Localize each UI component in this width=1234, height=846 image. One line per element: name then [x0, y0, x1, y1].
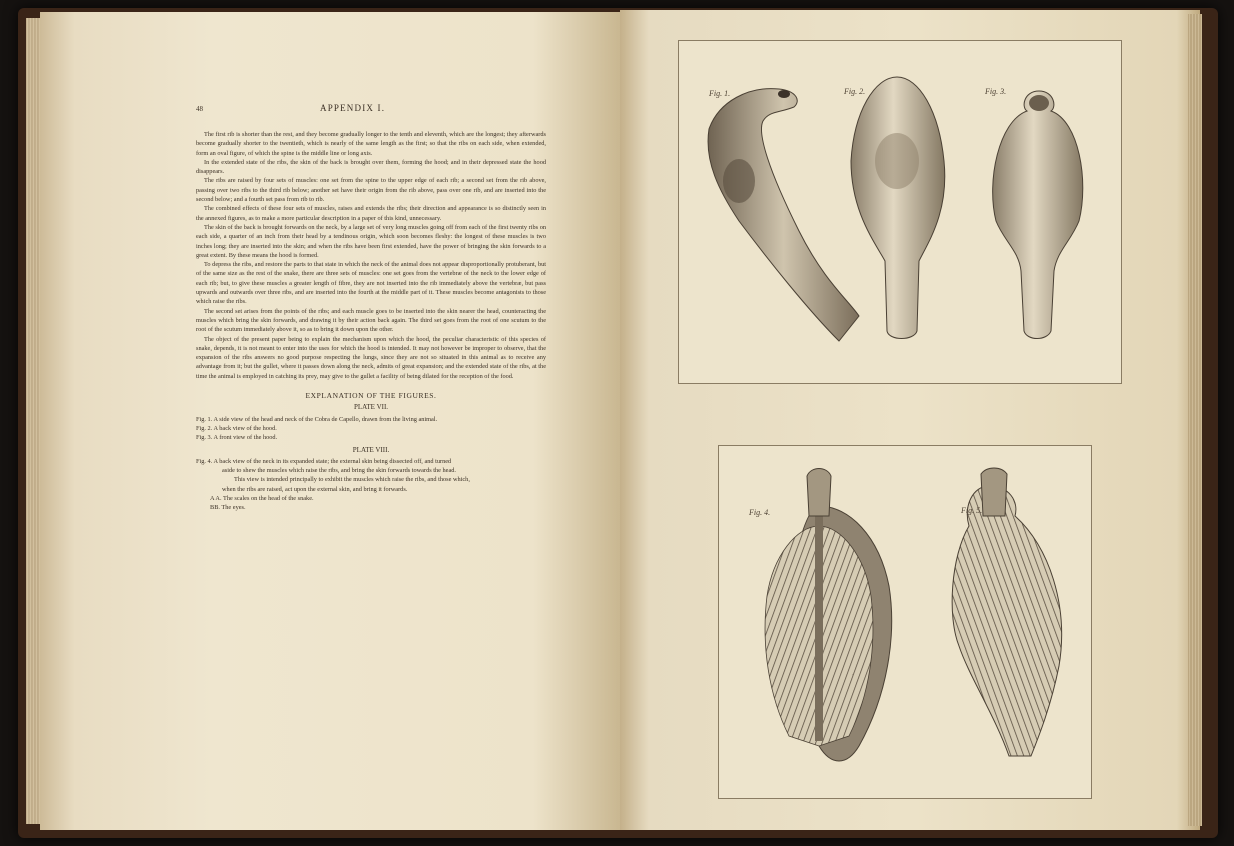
paragraph: The combined effects of these four sets of muscles, raises and extends the ribs; their direction and appearance is so distinctly seen in the annexed figures, as to make a more particular description in a paper of this kind, unnecessary. — [196, 205, 546, 222]
fig-note-cont: when the ribs are raised, act upon the external skin, and bring it forwards. — [222, 485, 408, 493]
right-page-edges — [1188, 14, 1202, 826]
fig-caption: Fig. 4. A back view of the neck in its expanded state; the external skin being dissected off, and turned — [196, 457, 452, 465]
plate-viii-illustration — [719, 446, 1091, 798]
plate-vii — [678, 40, 1122, 384]
paragraph: The ribs are raised by four sets of muscles: one set from the spine to the upper edge of each rib; a second set from the rib above, passing over two ribs to the third rib below; another set have their origin from the rib above, pass over one rib, and are inserted into the second below; and a fourth set pass from rib to rib. — [196, 177, 546, 204]
fig2-hood-mark — [875, 133, 919, 189]
fig-caption: Fig. 2. A back view of the hood. — [196, 424, 277, 432]
plate-vii-heading: PLATE VII. — [353, 403, 389, 412]
paragraph: In the extended state of the ribs, the skin of the back is brought over them, forming the hood; and in their depressed state the hood disappears. — [196, 158, 546, 176]
label-bb: BB. The eyes. — [210, 504, 246, 512]
paragraph: The first rib is shorter than the rest, and they become gradually longer to the tenth and eleventh, which are the longest; they afterwards become gradually shorter to the twentieth, which is nearly of the same length as the first; so that the ribs on each side, when extended, form an oval figure, of which the spine is the middle line or long axis. — [196, 131, 546, 157]
fig1-cobra-side — [708, 89, 859, 341]
page-number: 48 — [196, 105, 203, 113]
fig5-head — [981, 468, 1007, 516]
fig4-head — [807, 469, 831, 517]
label-aa: A A. The scales on the head of the snake. — [210, 494, 314, 502]
paragraph: The second set arises from the points of the ribs; and each muscle goes to be inserted into the skin nearer the head, counteracting the muscles which bring the skin forwards, and drawing it by their action back again. The third set goes from the root of one scutum to the root of the scutum immediately above it, so as to bring it down upon the other. — [196, 307, 546, 334]
fig-5-label: Fig. 5. — [961, 506, 983, 515]
fig-caption: Fig. 1. A side view of the head and neck of the Cobra de Capello, drawn from the living animal. — [196, 415, 438, 423]
fig3-hood-front — [993, 91, 1083, 339]
running-head: APPENDIX I. — [320, 103, 386, 113]
fig-2-label: Fig. 2. — [844, 87, 866, 96]
fig5-ribs — [952, 486, 1061, 756]
fig2-hood-back — [851, 77, 945, 339]
paragraph: The skin of the back is brought forwards on the neck, by a large set of very long muscles going off from each of the first twenty ribs on each side, a quarter of an inch from their head by a tendinous origin, which soon becomes fleshy: the longest of these muscles is two inches long; they are inserted into the skin; and when the ribs have been first extended, have the power of bringing the skin forwards to a great extent. By these means the hood is formed. — [196, 223, 546, 259]
fig1-hood-mark — [723, 159, 755, 203]
plate-vii-illustration — [679, 41, 1121, 383]
fig-caption-cont: aside to shew the muscles which raise the ribs, and bring the skin forwards towards the head. — [222, 467, 456, 475]
fig-caption: Fig. 3. A front view of the hood. — [196, 434, 278, 442]
body-text — [196, 130, 546, 513]
fig-3-label: Fig. 3. — [985, 87, 1007, 96]
fig-4-label: Fig. 4. — [749, 508, 771, 517]
paragraph: The object of the present paper being to explain the mechanism upon which the hood, the peculiar characteristic of this species of snake, depends, it is not meant to enter into the uses for which the hood is intended. It may not however be improper to observe, that the expansion of the ribs answers no good purpose respecting the lungs, since they are not so situated in this animal as to receive any advantage from it; but the gullet, where it passes down along the neck, admits of great expansion; and the extended state of the ribs, at the time the animal is employed in catching its prey, may give to the gullet a facility of being dilated for the reception of the food. — [196, 335, 546, 380]
plate-viii-heading: PLATE VIII. — [352, 445, 390, 454]
fig-note: This view is intended principally to exhibit the muscles which raise the ribs, and those which, — [234, 476, 470, 484]
fig3-head — [1029, 95, 1049, 111]
fig-1-label: Fig. 1. — [709, 89, 731, 98]
fig1-eye — [778, 90, 790, 98]
paragraph: To depress the ribs, and restore the parts to that state in which the neck of the animal does not appear disproportionally protuberant, but of the same size as the rest of the snake, there are three sets of muscles: one set goes from the vertebræ of the neck to the lower edge of each rib; but, to give these muscles a greater length of fibre, they are not inserted into the rib immediately above the vertebræ, but pass upwards and outwards over three ribs, and are inserted into the fourth at the middle part of it. These muscles become antagonists to those which raise the ribs. — [196, 261, 546, 306]
fig4-spine — [815, 491, 823, 741]
plate-viii — [718, 445, 1092, 799]
explanation-heading: EXPLANATION OF THE FIGURES. — [305, 391, 437, 401]
